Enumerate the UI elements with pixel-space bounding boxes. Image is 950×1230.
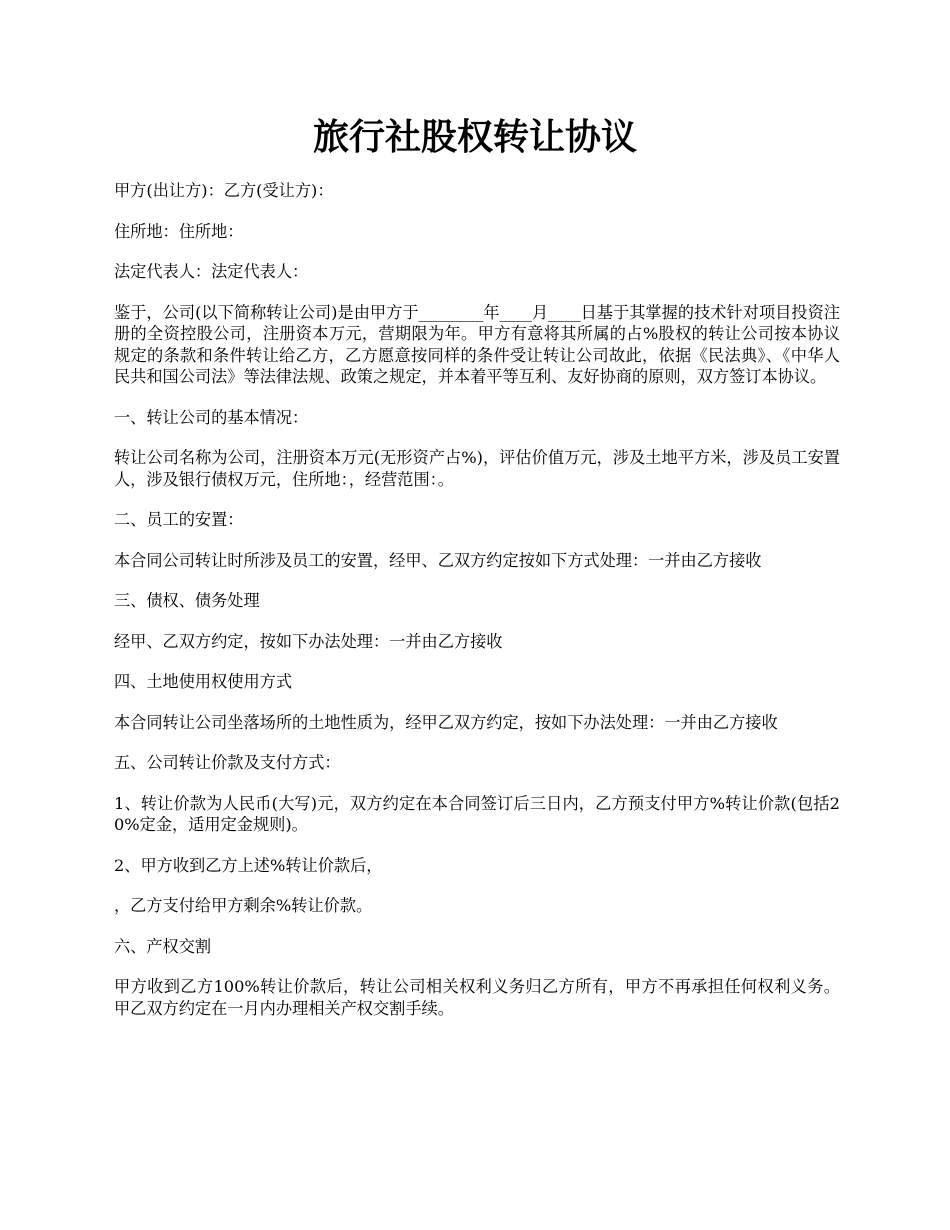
address-line: 住所地：住所地：	[114, 221, 244, 241]
payment-clause-1: 1、转让价款为人民币(大写)元，双方约定在本合同签订后三日内，乙方预支付甲方%转让价款(包括20%定金，适用定金规则)。	[114, 793, 840, 834]
section-heading-basic-info: 一、转让公司的基本情况：	[114, 407, 309, 427]
section-heading-debts: 三、债权、债务处理	[114, 591, 260, 610]
section-heading-property-transfer: 六、产权交割	[114, 936, 212, 956]
section-heading-staff: 二、员工的安置：	[114, 510, 244, 529]
payment-clause-2: 2、甲方收到乙方上述%转让价款后，	[114, 855, 383, 875]
section-heading-payment: 五、公司转让价款及支付方式：	[114, 753, 341, 772]
basic-info-paragraph: 转让公司名称为公司，注册资本万元(无形资产占%)，评估价值万元，涉及土地平方米，涉及员工安置人，涉及银行债权万元，住所地：，经营范围：。	[114, 448, 840, 489]
document-title: 旅行社股权转让协议	[312, 116, 637, 158]
debts-paragraph: 经甲、乙双方约定，按如下办法处理：一并由乙方接收	[114, 631, 503, 651]
land-paragraph: 本合同转让公司坐落场所的土地性质为，经甲乙双方约定，按如下办法处理：一并由乙方接收	[114, 712, 778, 732]
legal-representative-line: 法定代表人：法定代表人：	[114, 262, 309, 281]
staff-paragraph: 本合同公司转让时所涉及员工的安置，经甲、乙双方约定按如下方式处理：一并由乙方接收	[114, 550, 762, 570]
payment-clause-2-continued: ，乙方支付给甲方剩余%转让价款。	[114, 896, 373, 915]
party-line: 甲方(出让方)：乙方(受让方)：	[114, 181, 334, 200]
document-body	[114, 180, 840, 1038]
section-heading-land: 四、土地使用权使用方式	[114, 672, 293, 691]
preamble-paragraph: 鉴于，公司(以下简称转让公司)是由甲方于________年____月____日基于其掌握的技术针对项目投资注册的全资控股公司，注册资本万元，营期限为年。甲方有意将其所属的占%股权的转让公司按本协议规定的条款和条件转让给乙方，乙方愿意按同样的条件受让转让公司故此，依据《民法典》、《中华人民共和国公司法》等法律法规、政策之规定，并本着平等互利、友好协商的原则，双方签订本协议。	[114, 302, 840, 386]
property-transfer-paragraph: 甲方收到乙方100%转让价款后，转让公司相关权利义务归乙方所有，甲方不再承担任何权利义务。甲乙双方约定在一月内办理相关产权交割手续。	[114, 977, 840, 1018]
